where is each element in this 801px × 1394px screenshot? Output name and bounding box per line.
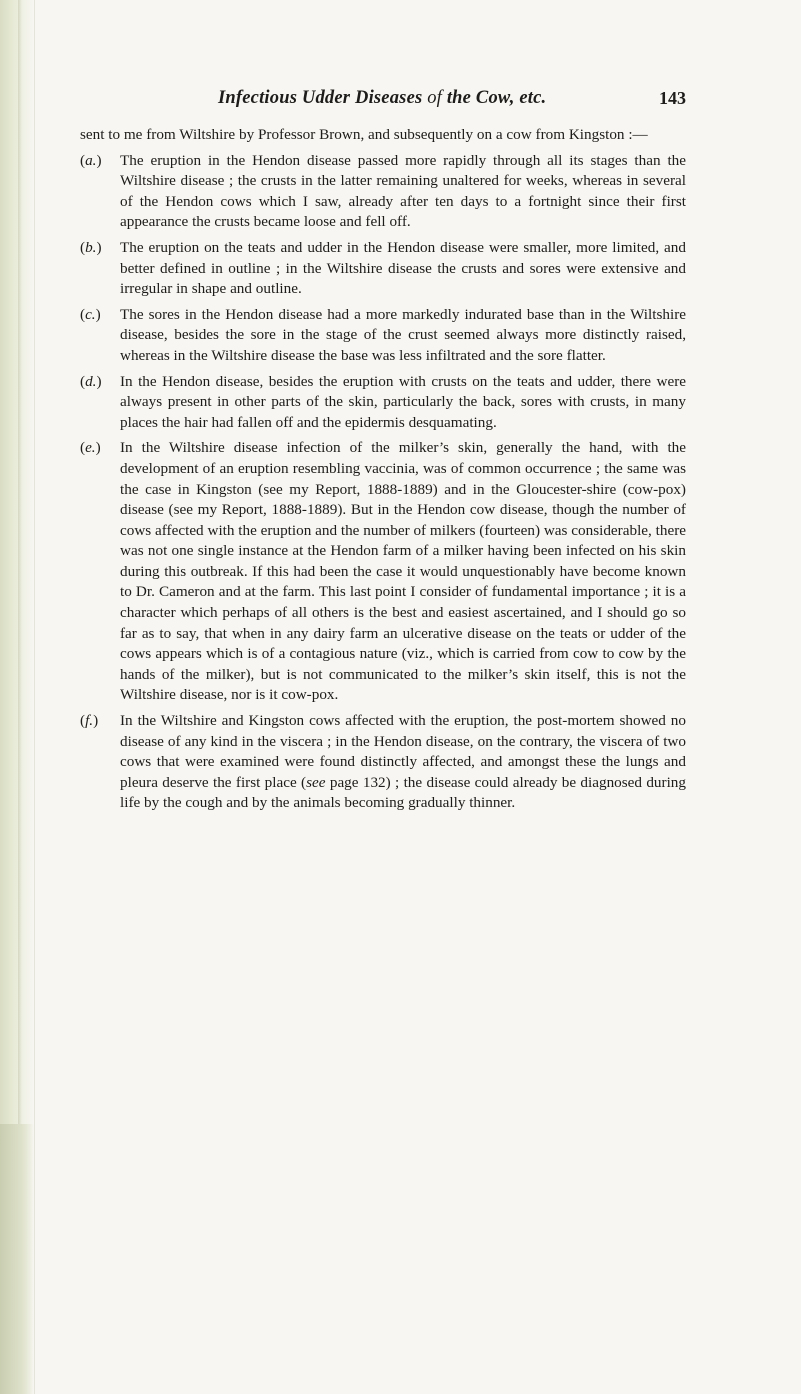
list-item-f <box>80 711 686 814</box>
item-text: In the Wiltshire disease infection of the milker’s skin, generally the hand, with the development of an eruption resembling vaccinia, was of common occurrence ; the same was the case in Kingston (see my Report, 1888-1889) and in the Gloucester-shire (cow-pox) disease (see my Report, 1888-1889). But in the Hendon cow disease, though the number of cows affected with the eruption and the number of milkers (fourteen) was considerable, there was not one single instance at the Hendon farm of a milker having been infected on his skin during this outbreak. If this had been the case it would unquestionably have become known to Dr. Cameron and at the farm. This last point I consider of fundamental importance ; it is a character which perhaps of all others is the best and easiest ascertained, and I should go so far as to say, that when in any dairy farm an ulcerative disease on the teats or udder of the cows appears which is of a contagious nature (viz., which is carried from cow to cow by the hands of the milker), but is not communicated to the milker’s skin itself, this is not the Wiltshire disease, nor is it cow-pox. <box>120 439 686 704</box>
item-marker: (a.) <box>80 151 102 169</box>
item-text: The sores in the Hendon disease had a more markedly indurated base than in the Wiltshire disease, besides the sore in the stage of the crust seemed always more distinctly raised, whereas in the Wiltshire disease the base was less infiltrated and the sore flatter. <box>120 305 686 364</box>
item-text: The eruption in the Hendon disease passed more rapidly through all its stages than the Wiltshire disease ; the crusts in the latter remaining unaltered for weeks, whereas in several of the Hendon cows which I saw, already after ten days to a fortnight since their first appearance the crusts became loose and fell off. <box>120 151 686 231</box>
list-item-e <box>80 438 686 706</box>
list-item-a <box>80 151 686 233</box>
item-text: The eruption on the teats and udder in the Hendon disease were smaller, more limited, and better defined in outline ; in the Wiltshire disease the crusts and sores were extensive and irregular in shape and outline. <box>120 238 686 298</box>
page-number: 143 <box>659 88 686 108</box>
running-title: Infectious Udder Diseases of the Cow, etc. <box>218 88 547 108</box>
item-marker: (c.) <box>80 305 101 323</box>
list-item-d <box>80 372 686 434</box>
page-body <box>80 125 686 819</box>
item-marker: (b.) <box>80 238 102 256</box>
lead-paragraph: sent to me from Wiltshire by Professor Brown, and subsequently on a cow from Kingston :— <box>80 126 648 143</box>
item-marker: (d.) <box>80 372 102 390</box>
item-text: In the Wiltshire and Kingston cows affected with the eruption, the post-mortem showed no disease of any kind in the viscera ; in the Hendon disease, on the contrary, the viscera of two cows that were examined were found distinctly affected, and amongst these the lungs and pleura deserve the first place (see page 132) ; the disease could already be diagnosed during life by the cough and by the animals becoming gradually thinner. <box>120 712 686 812</box>
binding-fold-shadow <box>0 1124 34 1394</box>
see-reference: see <box>306 773 326 791</box>
item-text: In the Hendon disease, besides the eruption with crusts on the teats and udder, there were always present in other parts of the skin, particularly the back, sores with crusts, in many places the hair had fallen off and the epidermis desquamating. <box>120 372 686 431</box>
list-item-c <box>80 305 686 367</box>
page-header <box>218 88 686 116</box>
item-marker: (e.) <box>80 439 101 457</box>
book-binding-edge <box>0 0 35 1394</box>
item-marker: (f.) <box>80 712 99 730</box>
list-item-b <box>80 238 686 300</box>
